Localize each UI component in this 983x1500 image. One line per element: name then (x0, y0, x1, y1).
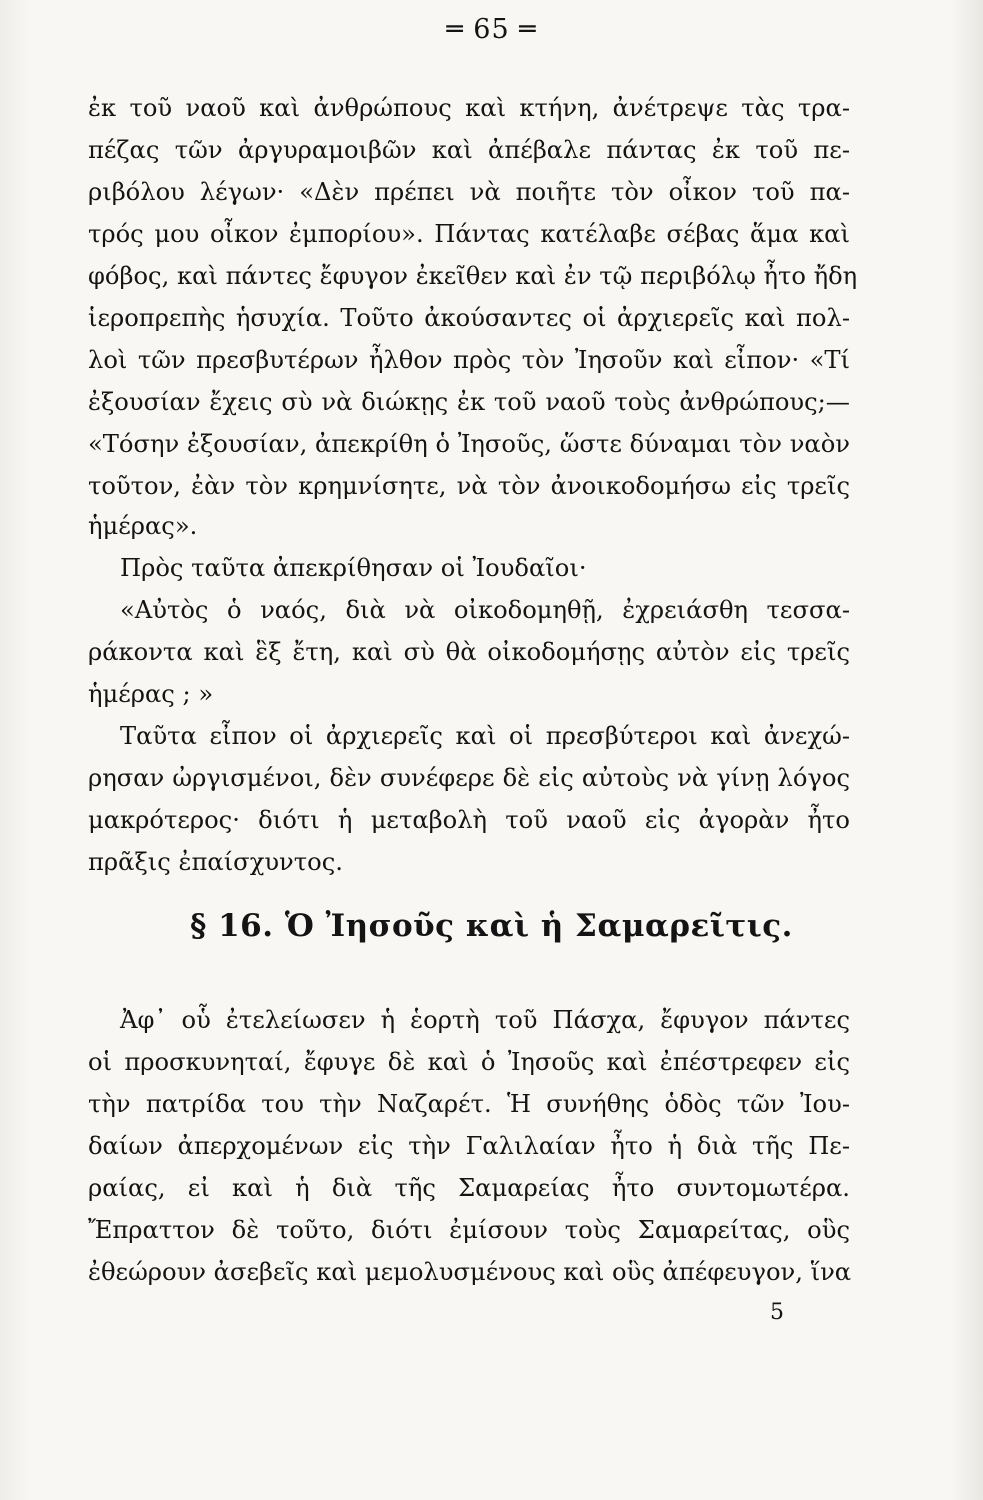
text-line: πέζας τῶν ἀργυραμοιβῶν καὶ ἀπέβαλε πάντας ἐκ τοῦ πε- (88, 136, 850, 164)
text-line: Πρὸς ταῦτα ἀπεκρίθησαν οἱ Ἰουδαῖοι· (120, 554, 587, 582)
signature-mark: 5 (770, 1300, 784, 1325)
text-line: ρησαν ὠργισμένοι, δὲν συνέφερε δὲ εἰς αὐτοὺς νὰ γίνῃ λόγος (88, 764, 850, 792)
text-line: δαίων ἀπερχομένων εἰς τὴν Γαλιλαίαν ἦτο ἡ διὰ τῆς Πε- (88, 1132, 850, 1160)
text-line: Ἔπραττον δὲ τοῦτο, διότι ἐμίσουν τοὺς Σαμαρείτας, οὓς (88, 1216, 850, 1244)
text-line: Ταῦτα εἶπον οἱ ἀρχιερεῖς καὶ οἱ πρεσβύτεροι καὶ ἀνεχώ- (120, 722, 850, 750)
text-line: λοὶ τῶν πρεσβυτέρων ἦλθον πρὸς τὸν Ἰησοῦν καὶ εἶπον· «Τί (88, 346, 850, 374)
text-line: «Τόσην ἐξουσίαν, ἀπεκρίθη ὁ Ἰησοῦς, ὥστε δύναμαι τὸν ναὸν (88, 430, 850, 458)
text-line: ἐκ τοῦ ναοῦ καὶ ἀνθρώπους καὶ κτήνη, ἀνέτρεψε τὰς τρα- (88, 94, 850, 122)
text-line: ράκοντα καὶ ἓξ ἔτη, καὶ σὺ θὰ οἰκοδομήσῃς αὐτὸν εἰς τρεῖς (88, 638, 850, 666)
text-line: ἐθεώρουν ἀσεβεῖς καὶ μεμολυσμένους καὶ οὓς ἀπέφευγον, ἵνα (88, 1258, 852, 1286)
text-line: τὴν πατρίδα του τὴν Ναζαρέτ. Ἡ συνήθης ὁδὸς τῶν Ἰου- (88, 1090, 850, 1118)
text-line: «Αὐτὸς ὁ ναός, διὰ νὰ οἰκοδομηθῇ, ἐχρειάσθη τεσσα- (120, 596, 850, 624)
text-line: τοῦτον, ἐὰν τὸν κρημνίσητε, νὰ τὸν ἀνοικοδομήσω εἰς τρεῖς (88, 472, 850, 500)
text-line: μακρότερος· διότι ἡ μεταβολὴ τοῦ ναοῦ εἰς ἀγορὰν ἦτο (88, 806, 850, 834)
text-line: ἡμέρας». (88, 512, 198, 540)
page-number-header: ═ 65 ═ (446, 14, 537, 45)
text-line: ἐξουσίαν ἔχεις σὺ νὰ διώκῃς ἐκ τοῦ ναοῦ τοὺς ἀνθρώπους;— (88, 388, 850, 416)
section-heading: § 16. Ὁ Ἰησοῦς καὶ ἡ Σαμαρεῖτις. (190, 908, 793, 944)
text-line: φόβος, καὶ πάντες ἔφυγον ἐκεῖθεν καὶ ἐν τῷ περιβόλῳ ἦτο ἤδη (88, 262, 858, 290)
text-line: ραίας, εἰ καὶ ἡ διὰ τῆς Σαμαρείας ἦτο συντομωτέρα. (88, 1174, 850, 1202)
text-line: τρός μου οἶκον ἐμπορίου». Πάντας κατέλαβε σέβας ἅμα καὶ (88, 220, 850, 248)
text-line: πρᾶξις ἐπαίσχυντος. (88, 848, 343, 876)
text-line: ἡμέρας ; » (88, 680, 214, 708)
text-line: ἱεροπρεπὴς ἡσυχία. Τοῦτο ἀκούσαντες οἱ ἀρχιερεῖς καὶ πολ- (88, 304, 850, 332)
text-line: ριβόλου λέγων· «Δὲν πρέπει νὰ ποιῆτε τὸν οἶκον τοῦ πα- (88, 178, 850, 206)
text-line: οἱ προσκυνηταί, ἔφυγε δὲ καὶ ὁ Ἰησοῦς καὶ ἐπέστρεφεν εἰς (88, 1048, 850, 1076)
text-line: Ἀφ᾽ οὗ ἐτελείωσεν ἡ ἑορτὴ τοῦ Πάσχα, ἔφυγον πάντες (120, 1006, 850, 1034)
